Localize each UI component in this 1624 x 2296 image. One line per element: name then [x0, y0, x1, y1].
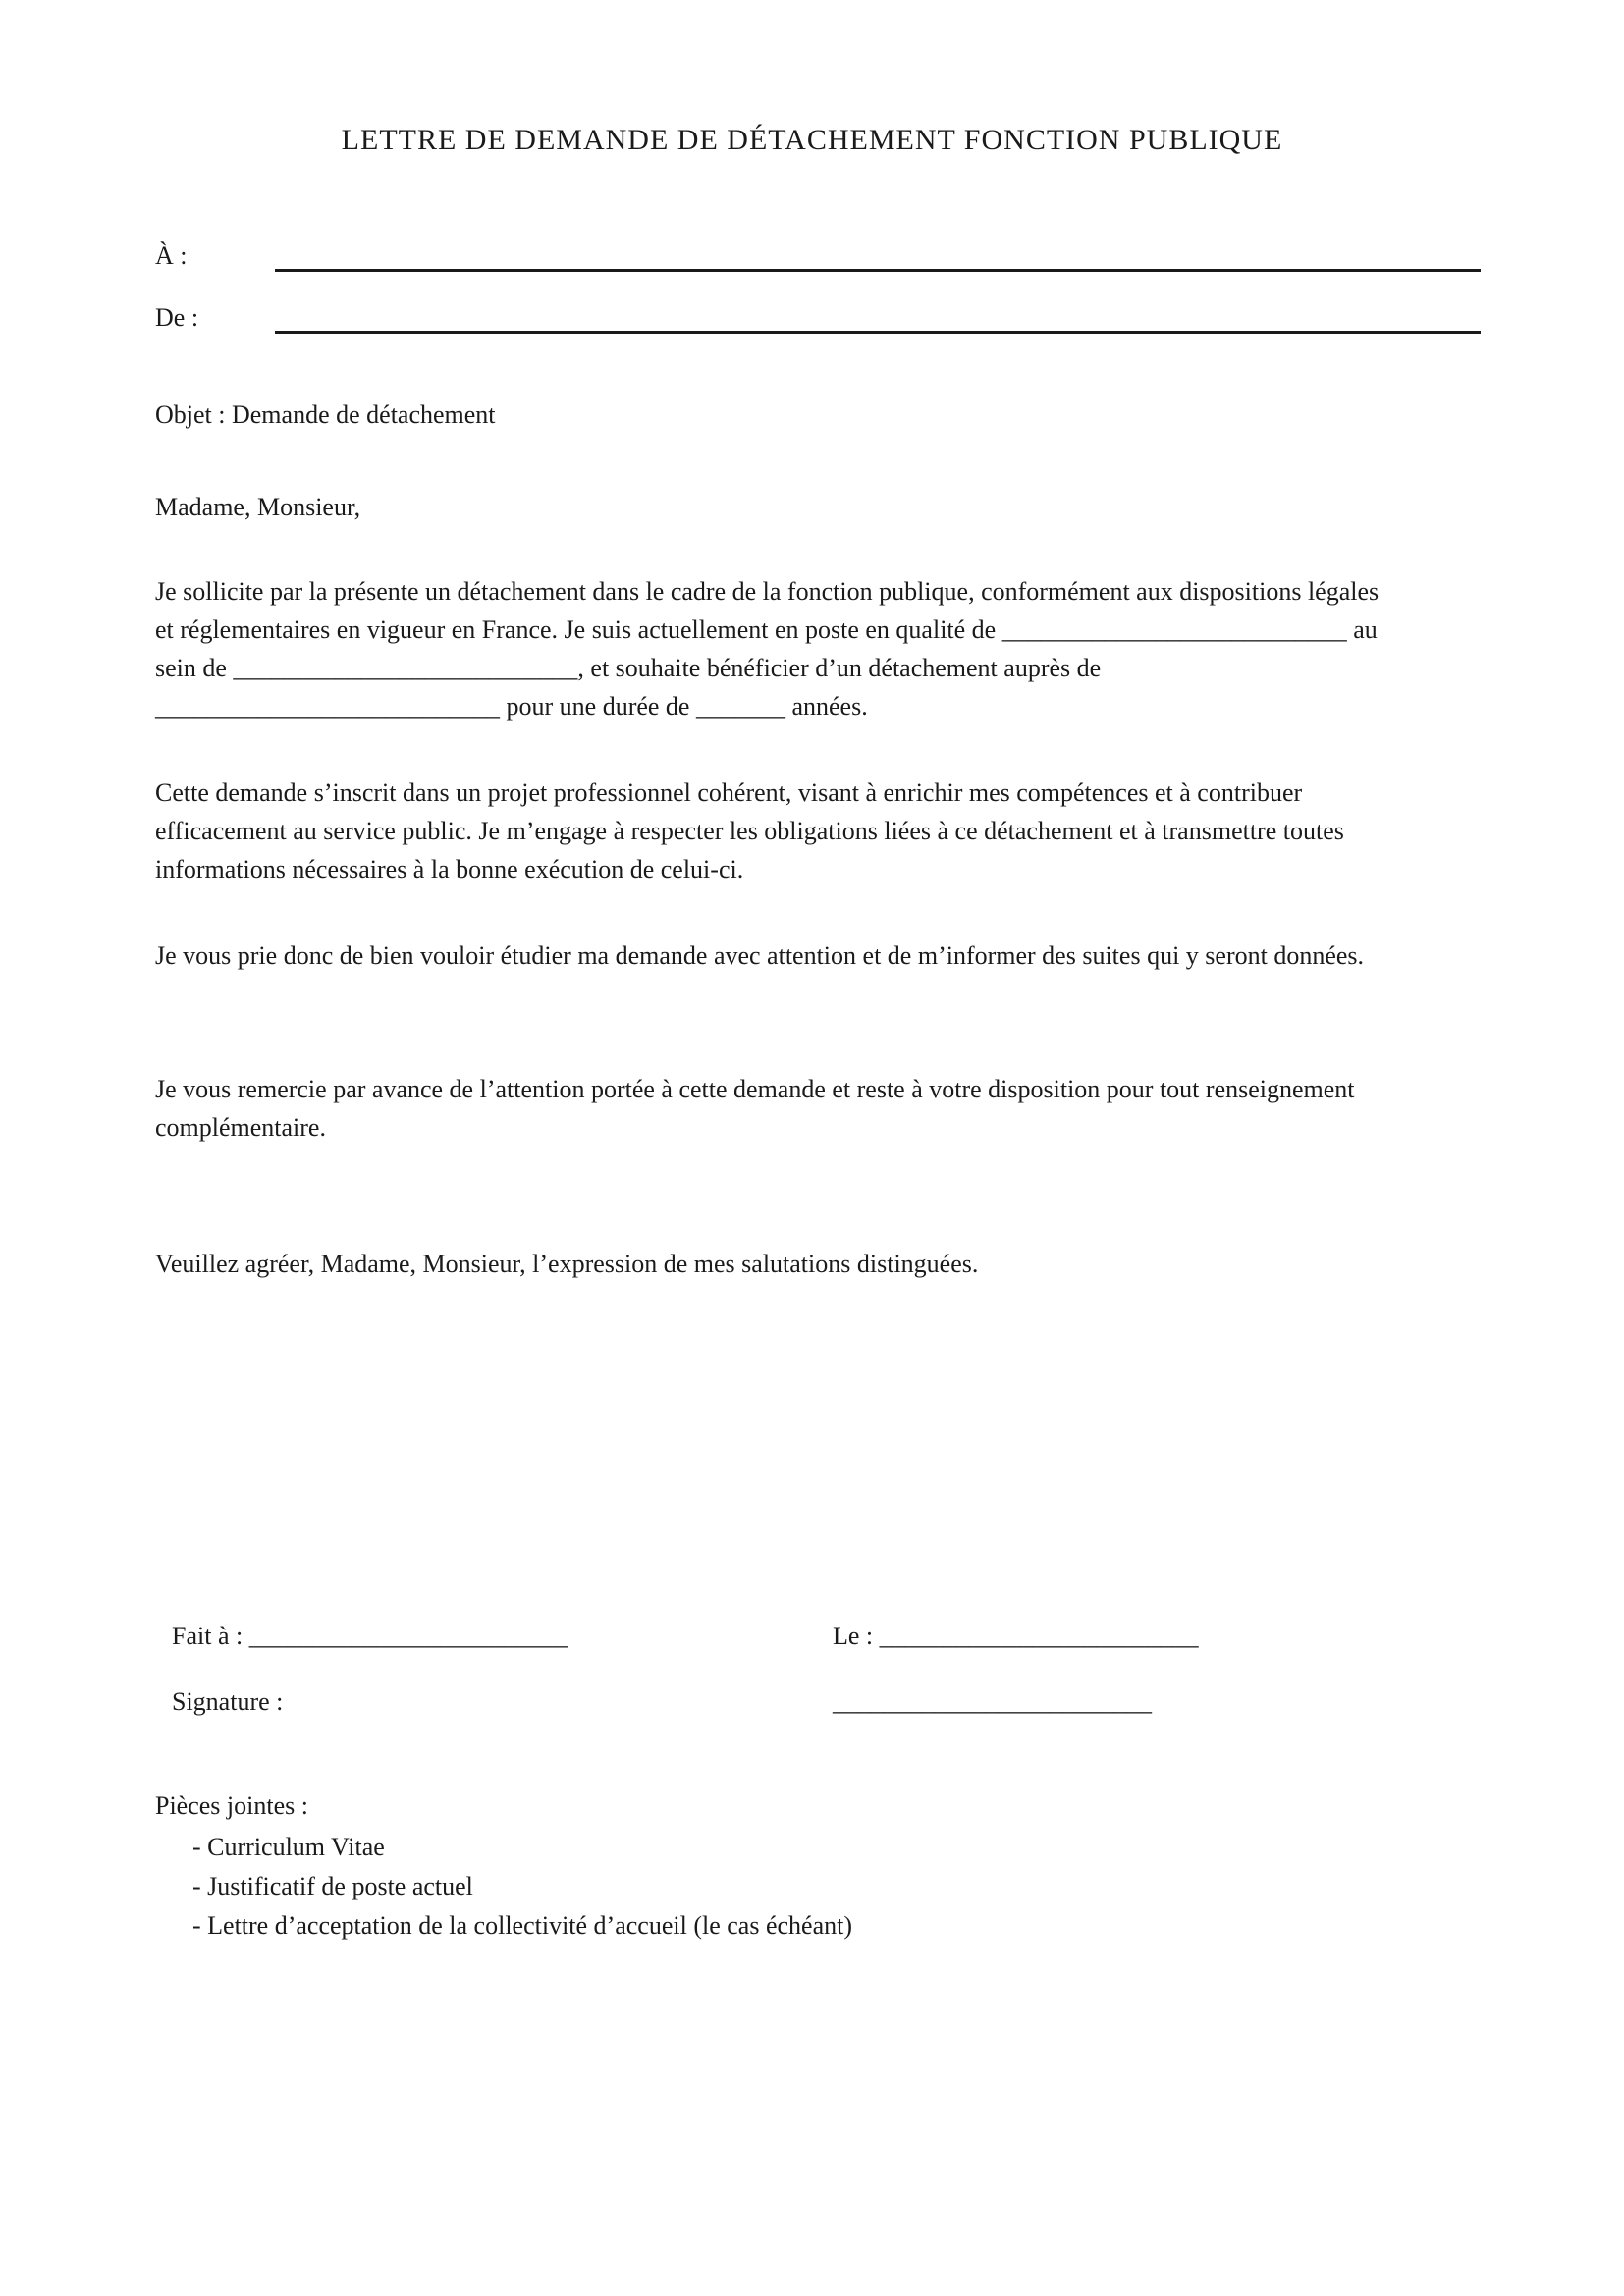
signature-blank[interactable]: _________________________	[833, 1687, 1152, 1716]
salutation: Madame, Monsieur,	[155, 493, 361, 521]
paragraph-request	[155, 572, 1490, 725]
recipient-blank[interactable]	[275, 269, 1481, 272]
paragraph-line: et réglementaires en vigueur en France. Je suis actuellement en poste en qualité de ___________________________ au	[155, 615, 1378, 644]
closing-formula: Veuillez agréer, Madame, Monsieur, l’expression de mes salutations distinguées.	[155, 1250, 979, 1278]
attachments-heading: Pièces jointes :	[155, 1791, 308, 1820]
signature-label: Signature :	[172, 1687, 284, 1716]
attachment-item: - Justificatif de poste actuel	[192, 1872, 473, 1900]
attachments-list	[192, 1828, 852, 1946]
attachment-item: - Lettre d’acceptation de la collectivité d’accueil (le cas échéant)	[192, 1911, 852, 1940]
paragraph-line: ___________________________ pour une durée de _______ années.	[155, 692, 868, 721]
paragraph-line: Je vous remercie par avance de l’attention portée à cette demande et reste à votre disposition pour tout renseignement	[155, 1075, 1355, 1103]
sender-field	[155, 303, 1481, 343]
paragraph-line: Je sollicite par la présente un détachement dans le cadre de la fonction publique, conformément aux dispositions légales	[155, 577, 1380, 606]
recipient-label: À :	[155, 241, 188, 270]
subject-line: Objet : Demande de détachement	[155, 400, 496, 429]
place-field[interactable]: Fait à : _________________________	[172, 1622, 568, 1650]
recipient-field	[155, 241, 1481, 281]
paragraph-line: sein de ___________________________, et souhaite bénéficier d’un détachement auprès de	[155, 654, 1102, 682]
sender-blank[interactable]	[275, 331, 1481, 334]
paragraph-line: complémentaire.	[155, 1113, 326, 1142]
paragraph-line: Je vous prie donc de bien vouloir étudier ma demande avec attention et de m’informer des suites qui y seront données.	[155, 941, 1365, 970]
attachment-item: - Curriculum Vitae	[192, 1833, 385, 1861]
paragraph-thanks	[155, 1070, 1490, 1147]
paragraph-project	[155, 774, 1490, 888]
paragraph-request-study	[155, 936, 1490, 975]
date-field[interactable]: Le : _________________________	[833, 1622, 1199, 1650]
paragraph-line: Cette demande s’inscrit dans un projet professionnel cohérent, visant à enrichir mes compétences et à contribuer	[155, 778, 1303, 807]
page-title: LETTRE DE DEMANDE DE DÉTACHEMENT FONCTION PUBLIQUE	[341, 124, 1283, 156]
paragraph-line: efficacement au service public. Je m’engage à respecter les obligations liées à ce détachement et à transmettre toutes	[155, 817, 1344, 845]
sender-label: De :	[155, 303, 199, 332]
paragraph-line: informations nécessaires à la bonne exécution de celui-ci.	[155, 855, 744, 883]
